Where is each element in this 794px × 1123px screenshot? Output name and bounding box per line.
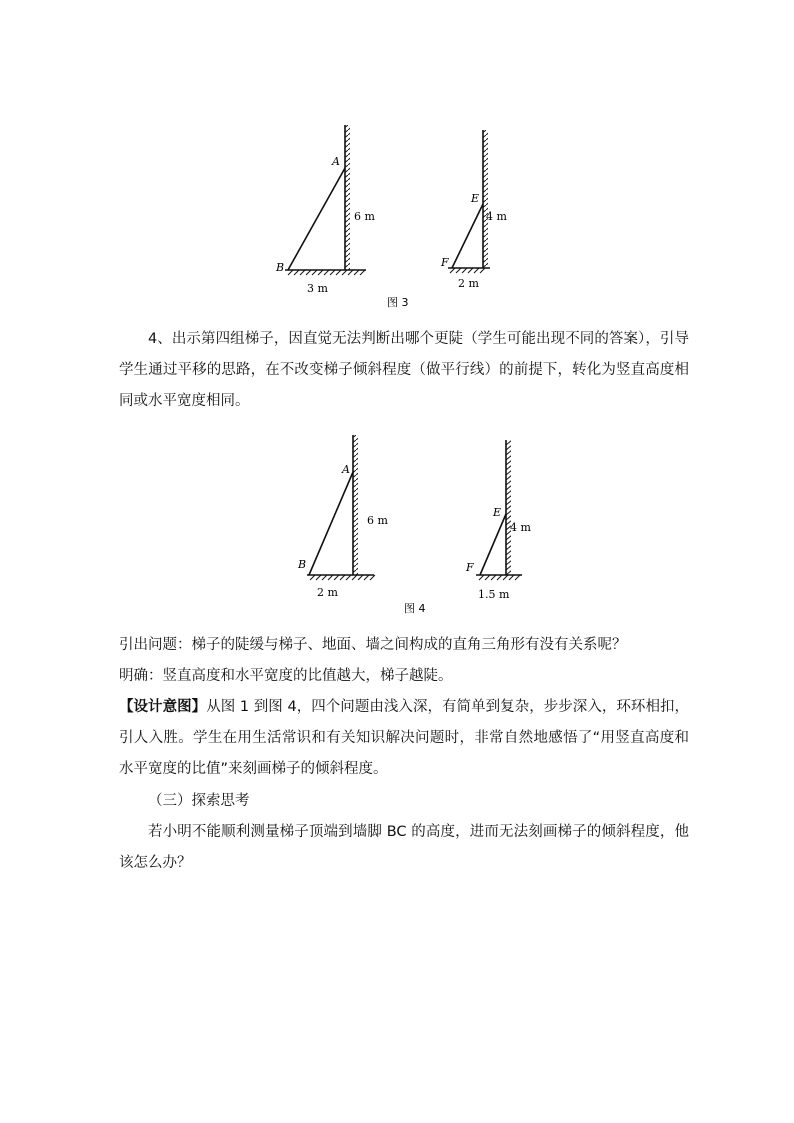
height-label: 6 m bbox=[367, 514, 388, 527]
paragraph-conclusion bbox=[119, 661, 689, 692]
figure-3 bbox=[270, 120, 530, 315]
width-label: 3 m bbox=[307, 282, 328, 295]
label-b: B bbox=[276, 261, 285, 274]
height-label: 4 m bbox=[510, 521, 531, 534]
width-label: 1.5 m bbox=[478, 588, 510, 601]
width-label: 2 m bbox=[458, 277, 479, 290]
paragraph-design-intent bbox=[119, 692, 689, 785]
design-intent-label: 【设计意图】 bbox=[119, 699, 207, 715]
figure-3-left-diagram bbox=[275, 125, 375, 295]
label-a: A bbox=[332, 155, 340, 168]
paragraph-text: 明确：竖直高度和水平宽度的比值越大，梯子越陡。 bbox=[119, 668, 453, 684]
figure-caption: 图 4 bbox=[404, 602, 426, 615]
ladder-ab bbox=[288, 168, 345, 270]
label-f: F bbox=[441, 256, 449, 269]
label-e: E bbox=[493, 506, 502, 519]
ladder-ef bbox=[452, 204, 483, 268]
paragraph-text: 4、出示第四组梯子，因直觉无法判断出哪个更陡（学生可能出现不同的答案），引导学生通过平移的思路，在不改变梯子倾斜程度（做平行线）的前提下，转化为竖直高度相同或水平宽度相同。 bbox=[119, 331, 689, 409]
paragraph-text: 引出问题：梯子的陡缓与梯子、地面、墙之间构成的直角三角形有没有关系呢？ bbox=[119, 637, 627, 653]
ladder-ab bbox=[309, 472, 353, 575]
figure-4-right-diagram bbox=[465, 440, 531, 601]
ladder-ef bbox=[480, 514, 506, 575]
paragraph-question bbox=[119, 630, 689, 661]
height-label: 4 m bbox=[486, 210, 507, 223]
label-e: E bbox=[471, 192, 480, 205]
height-label: 6 m bbox=[354, 210, 375, 223]
section-heading-explore bbox=[119, 786, 689, 817]
label-a: A bbox=[342, 463, 350, 476]
label-f: F bbox=[466, 561, 474, 574]
paragraph-step-4 bbox=[119, 324, 689, 417]
figure-4 bbox=[290, 430, 540, 620]
paragraph-text: 从图 1 到图 4，四个问题由浅入深，有简单到复杂，步步深入，环环相扣，引人入胜。学生在用生活常识和有关知识解决问题时，非常自然地感悟了“用竖直高度和水平宽度的比值”来刻画梯子的倾斜程度。 bbox=[119, 699, 689, 777]
figure-caption: 图 3 bbox=[387, 296, 409, 309]
label-b: B bbox=[298, 558, 307, 571]
figure-4-left-diagram bbox=[297, 435, 388, 599]
width-label: 2 m bbox=[317, 586, 338, 599]
section-heading-text: （三）探索思考 bbox=[148, 793, 250, 809]
paragraph-explore-question bbox=[119, 817, 689, 879]
figure-3-right-diagram bbox=[440, 130, 507, 290]
paragraph-text: 若小明不能顺利测量梯子顶端到墙脚 BC 的高度，进而无法刻画梯子的倾斜程度，他该怎么办？ bbox=[119, 824, 689, 871]
